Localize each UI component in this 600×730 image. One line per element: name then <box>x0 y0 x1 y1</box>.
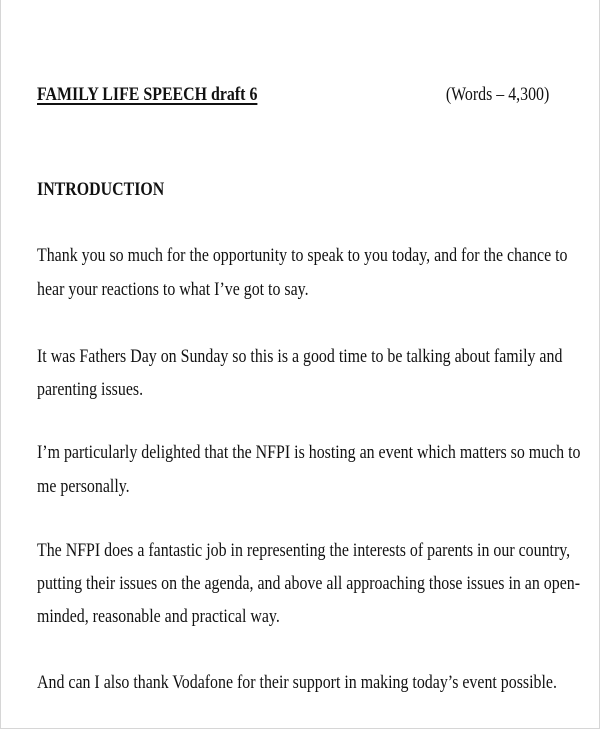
document-title: FAMILY LIFE SPEECH draft 6 <box>37 85 258 105</box>
text-line: Thank you so much for the opportunity to speak to you today, and for the chance to <box>37 246 568 266</box>
section-heading: INTRODUCTION <box>37 180 165 200</box>
text-line: me personally. <box>37 477 130 497</box>
text-line: The NFPI does a fantastic job in representing the interests of parents in our country, <box>37 541 571 561</box>
word-count: (Words – 4,300) <box>445 85 549 105</box>
text-line: minded, reasonable and practical way. <box>37 607 280 627</box>
text-line: And can I also thank Vodafone for their support in making today’s event possible. <box>37 673 557 693</box>
text-line: hear your reactions to what I’ve got to say. <box>37 280 309 300</box>
text-line: parenting issues. <box>37 380 144 400</box>
text-line: putting their issues on the agenda, and above all approaching those issues in an open- <box>37 574 581 594</box>
text-line: I’m particularly delighted that the NFPI is hosting an event which matters so much to <box>37 443 581 463</box>
text-line: It was Fathers Day on Sunday so this is a good time to be talking about family and <box>37 347 563 367</box>
